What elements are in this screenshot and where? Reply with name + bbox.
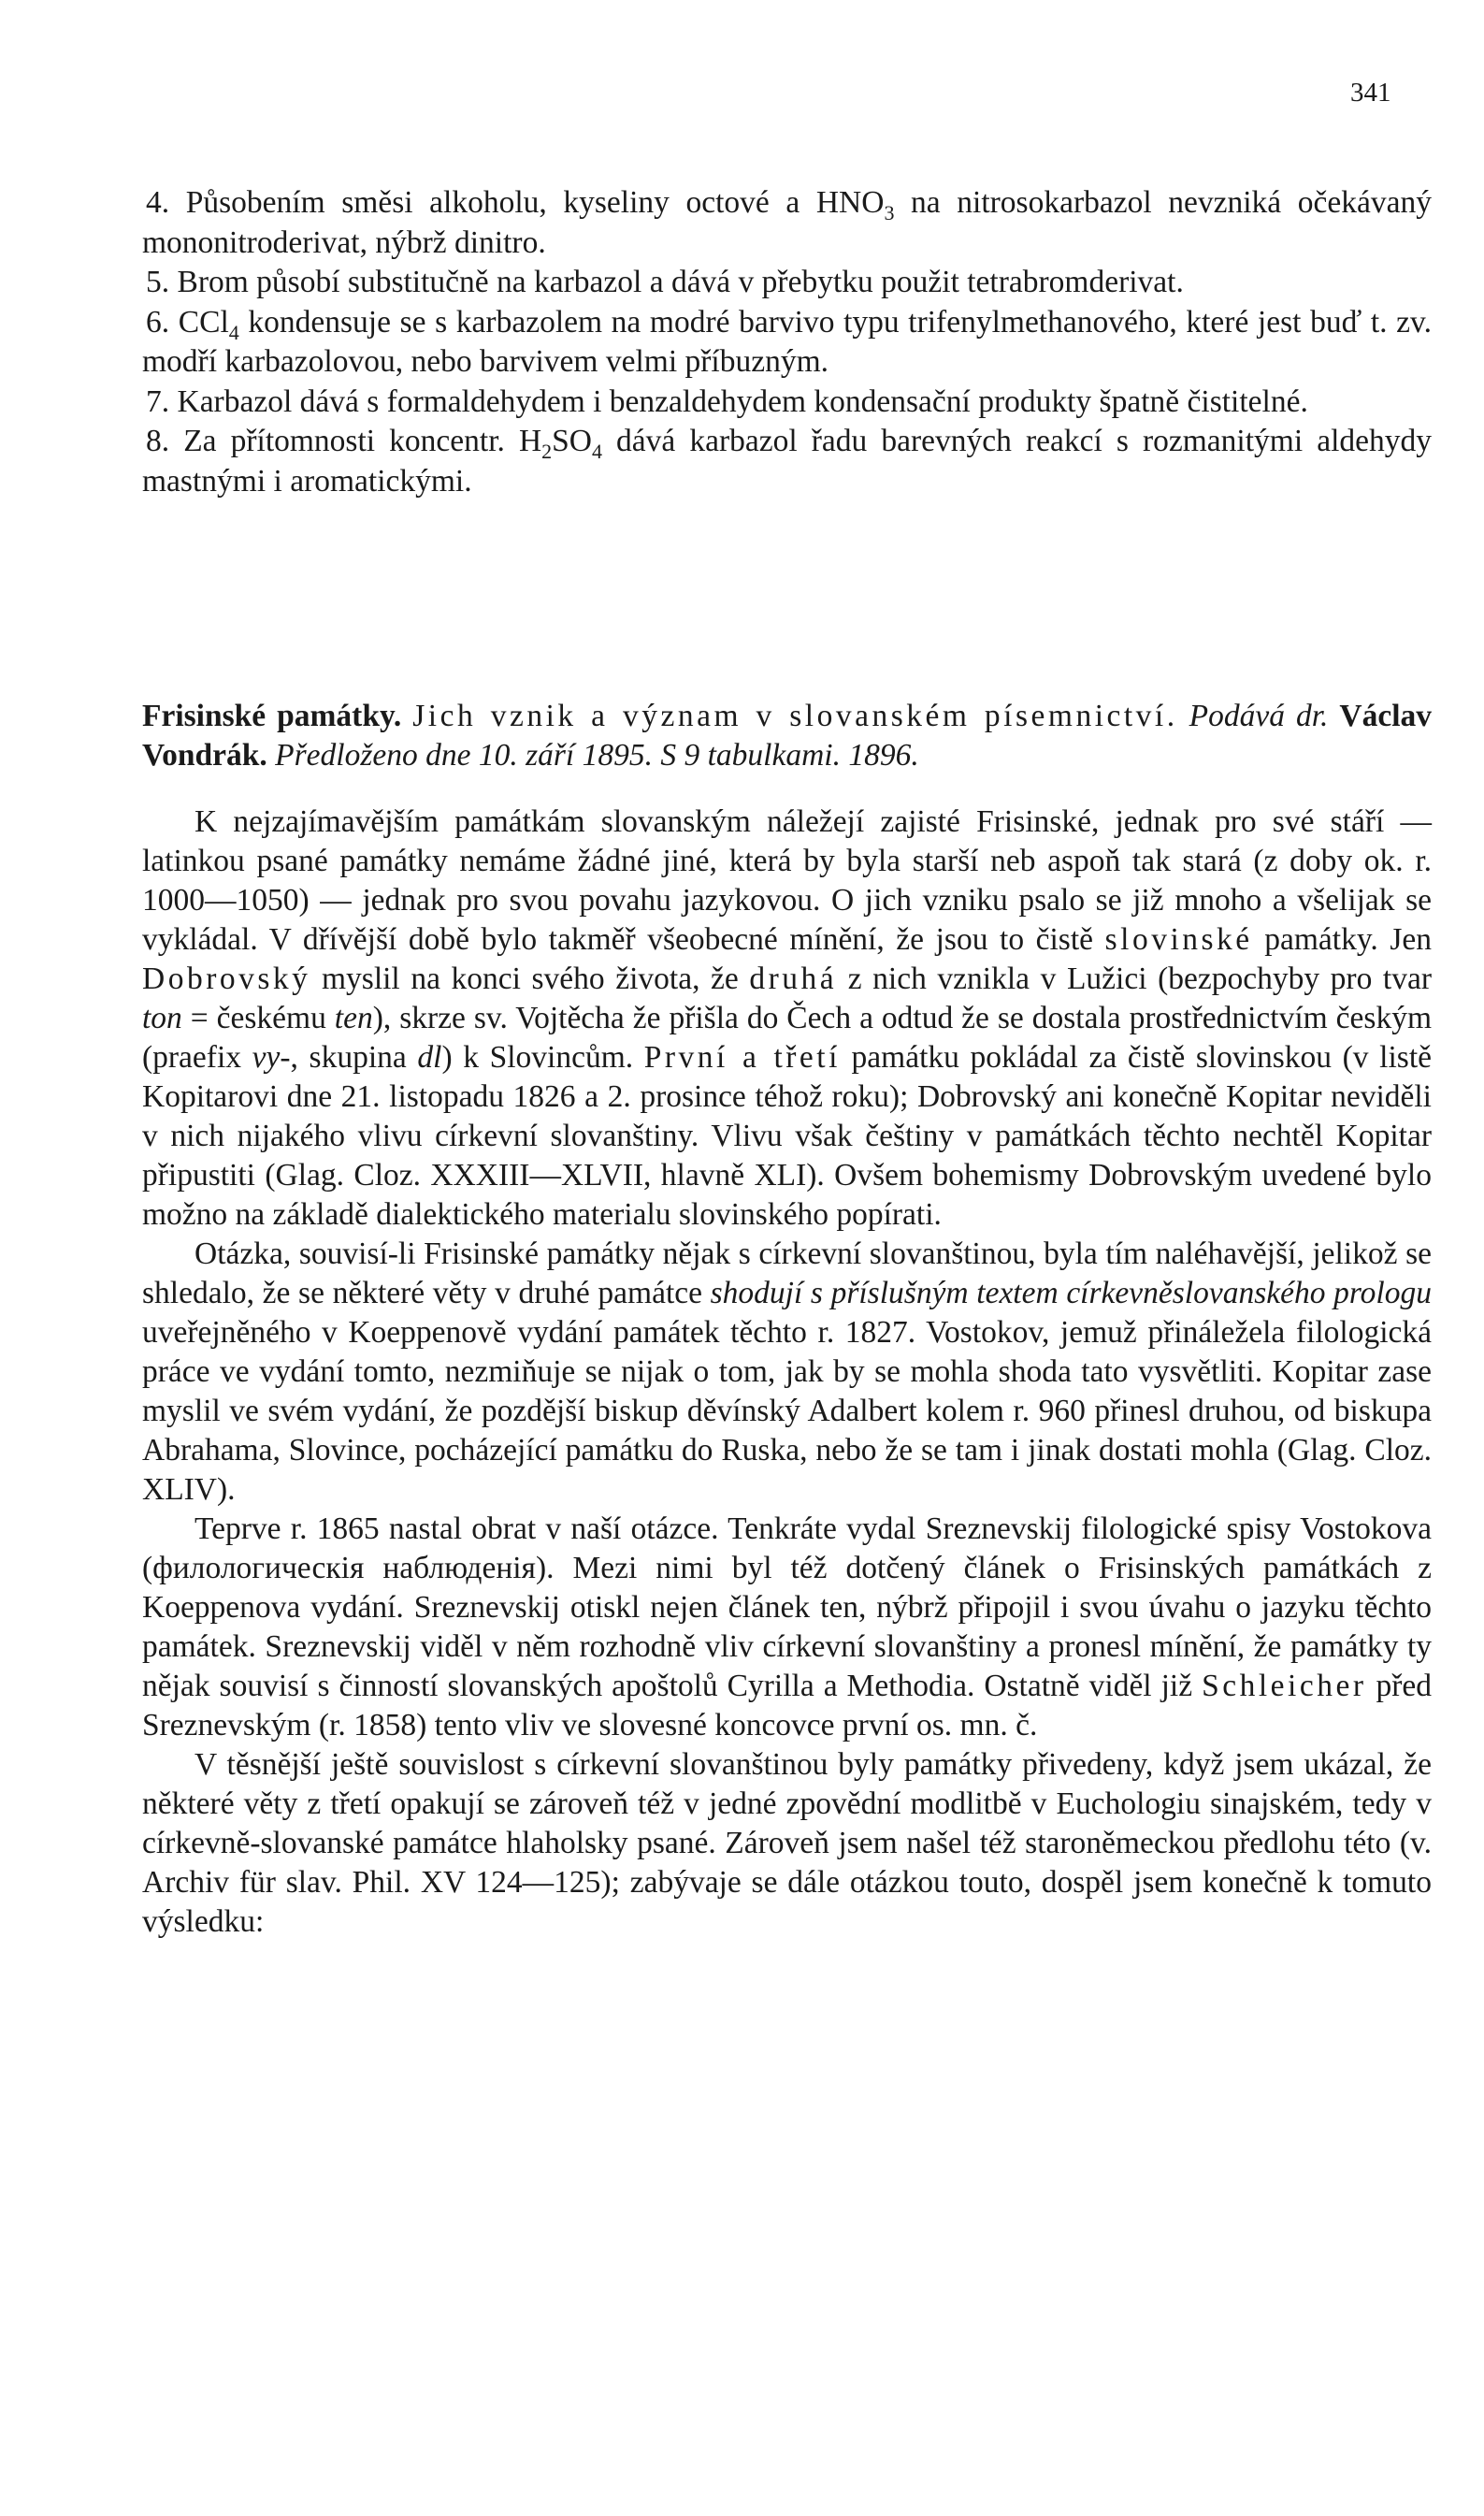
paragraph: Teprve r. 1865 nastal obrat v naší otázce. Tenkráte vydal Sreznevskij filologické spisy Vostokova (филологическія наблюденія). Mezi nimi byl též dotčený článek o Frisinských památkách z Koeppenova vydání. Sreznevskij otiskl nejen článek ten, nýbrž připojil i svou úvahu o jazyku těchto památek. Sreznevskij viděl v něm rozhodně vliv církevní slovanštiny a pronesl mínění, že památky ty nějak souvisí s činností slovanských apoštolů Cyrilla a Methodia. Ostatně viděl již Schleicher před Sreznevským (r. 1858) tento vliv ve slovesné koncovce první os. mn. č. — [142, 1511, 1432, 1742]
page-number: 341 — [1350, 78, 1391, 108]
list-item-number: 8. — [146, 424, 170, 458]
list-item-number: 5. — [146, 265, 170, 299]
list-item-number: 7. — [146, 383, 170, 419]
paragraph: Otázka, souvisí-li Frisinské památky nějak s církevní slovanštinou, byla tím naléhavější, jelikož se shledalo, že se některé věty v druhé památce shodují s příslušným textem církevněslovanského prologu uveřejněného v Koeppenově vydání památek těchto r. 1827. Vostokov, jemuž přináležela filologická práce ve vydání tomto, nezmiňuje se nijak o tom, jak by se mohla shoda tato vysvětliti. Kopitar zase myslil ve svém vydání, že pozdější biskup děvínský Adalbert kolem r. 960 přinesl druhou, od biskupa Abrahama, Slovince, pocházející památku do Ruska, nebo že se tam i jinak dostati mohla (Glag. Cloz. XLIV). — [142, 1236, 1432, 1507]
paragraph: V těsnější ještě souvislost s církevní slovanštinou byly památky přivedeny, když jsem ukázal, že některé věty z třetí opakují se zároveň též v jedné zpovědní modlitbě v Euchologiu sinajském, tedy v církevně-slovanské památce hlaholsky psané. Zároveň jsem našel též staroněmeckou předlohu této (v. Archiv für slav. Phil. XV 124—125); zabývaje se dále otázkou touto, dospěl jsem konečně k tomuto výsledku: — [142, 1747, 1432, 1939]
article-subtitle: Jich vznik a význam v slovanském písemnictví. — [412, 699, 1178, 733]
paragraph: K nejzajímavějším památkám slovanským náležejí zajisté Frisinské, jednak pro své stáří — latinkou psané památky nemáme žádné jiné, která by byla starší neb aspoň tak stará (z doby ok. r. 1000—1050) — jednak pro svou povahu jazykovou. O jich vzniku psalo se již mnoho a všelijak se vykládal. V dřívější době bylo takměř všeobecné mínění, že jsou to čistě slovinské památky. Jen Dobrovský myslil na konci svého života, že druhá z nich vznikla v Lužici (bezpochyby pro tvar ton = českému ten), skrze sv. Vojtěcha že přišla do Čech a odtud že se dostala prostřednictvím českým (praefix vy-, skupina dl) k Slovincům. První a třetí památku pokládal za čistě slovinskou (v listě Kopitarovi dne 21. listopadu 1826 a 2. prosince téhož roku); Dobrovský ani konečně Kopitar neviděli v nich nijakého vlivu církevní slovanštiny. Vlivu však češtiny v památkách těchto nechtěl Kopitar připustiti (Glag. Cloz. XXXIII—XLVII, hlavně XLI). Ovšem bohemismy Dobrovským uvedené bylo možno na základě dialektického materialu slovinského popírati. — [142, 804, 1433, 1232]
list-item: 5. Brom působí substitučně na karbazol a dává v přebytku použit tetrabromderivat. — [146, 265, 1184, 299]
presented-by: Podává dr. — [1189, 699, 1329, 733]
article-title: Frisinské památky. — [142, 699, 402, 733]
list-item: 8. Za přítomnosti koncentr. $H_2SO_4$ dává karbazol řadu barevných reakcí s rozmanitými aldehydy mastnými i aromatickými. — [142, 424, 1432, 499]
article — [142, 697, 1432, 1942]
list-item-number: 6. — [146, 304, 170, 340]
article-heading — [142, 697, 1432, 775]
list-item: 4. Působením směsi alkoholu, kyseliny octové a $HNO_3$ na nitrosokarbazol nevzniká očekávaný mononitroderivat, nýbrž dinitro. — [142, 185, 1432, 260]
list-item: 6. CCl$_4$ kondensuje se s karbazolem na modré barvivo typu trifenylmethanového, které jest buď t. zv. modří karbazolovou, nebo barvivem velmi příbuzným. — [142, 304, 1432, 379]
list-item-number: 4. — [146, 185, 170, 220]
numbered-findings-list — [142, 183, 1432, 501]
article-author: Václav Vondrák. — [142, 699, 1433, 773]
submission-note: Předloženo dne 10. září 1895. S 9 tabulkami. 1896. — [275, 738, 919, 773]
list-item: 7. Karbazol dává s formaldehydem i benzaldehydem kondensační produkty špatně čistitelné. — [146, 383, 1308, 419]
